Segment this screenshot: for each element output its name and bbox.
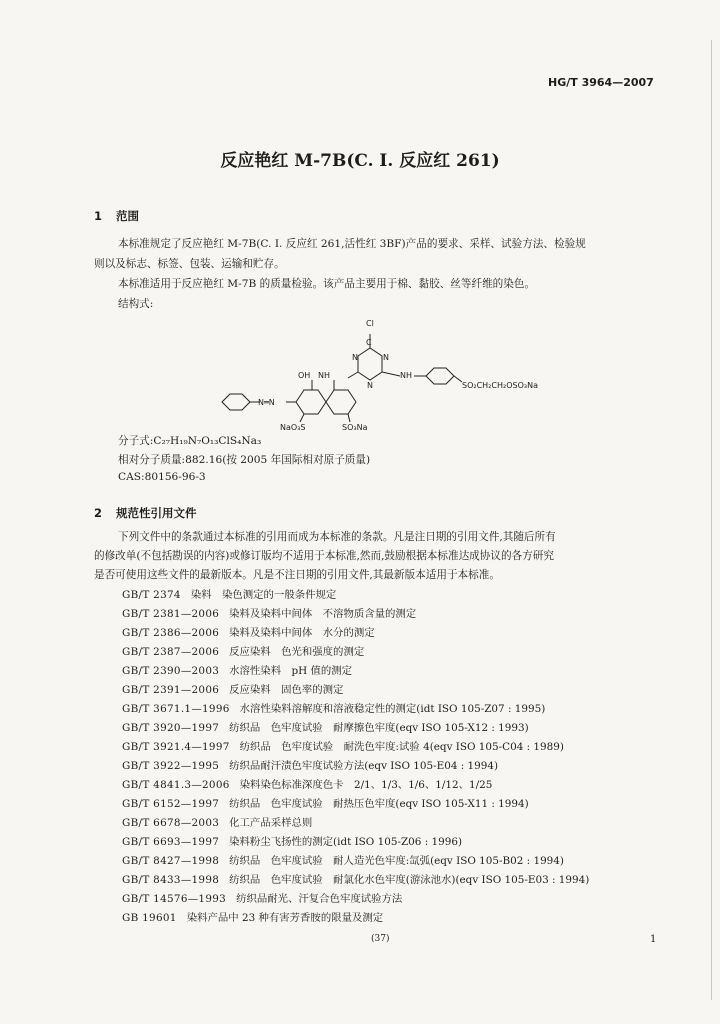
reference-title: 染料及染料中间体 水分的测定 [229,627,375,639]
list-item [122,643,589,662]
mass-value: 882.16(按 2005 年国际相对原子质量) [185,454,371,466]
reference-title: 染料染色标准深度色卡 2/1、1/3、1/6、1/12、1/25 [239,779,493,791]
naphthalene-ring-left [296,390,326,414]
section-number: 1 [94,209,103,223]
reference-title: 水溶性染料溶解度和溶液稳定性的测定(idt ISO 105-Z07 : 1995) [239,703,546,715]
list-item [122,757,589,776]
reference-title: 纺织品耐汗渍色牢度试验方法(eqv ISO 105-E04 : 1994) [229,760,499,772]
phenyl-ring [222,394,250,410]
phenyl-ring-2 [426,368,454,384]
document-title: 反应艳红 M-7B(C. I. 反应红 261) [220,151,500,171]
reference-title: 反应染料 固色率的测定 [229,684,344,696]
reference-title: 染料及染料中间体 不溶物质含量的测定 [229,608,417,620]
triazine-ring [358,348,382,380]
reference-code: GB/T 8433—1998 [122,874,220,886]
reference-title: 纺织品 色牢度试验 耐摩擦色牢度(eqv ISO 105-X12 : 1993) [229,722,529,734]
reference-code: GB/T 2386—2006 [122,627,220,639]
reference-code: GB/T 3922—1995 [122,760,220,772]
list-item [122,719,589,738]
reference-title: 纺织品耐光、汗复合色牢度试验方法 [236,893,403,905]
reference-title: 染料粉尘飞扬性的测定(idt ISO 105-Z06 : 1996) [229,836,463,848]
triazine-n-3: N [367,381,373,390]
section-number: 2 [94,506,103,520]
reference-title: 染料 染色测定的一般条件规定 [190,589,337,601]
triazine-n-1: N [352,353,358,362]
reference-code: GB/T 3671.1—1996 [122,703,230,715]
scope-paragraph-line-1: 本标准规定了反应艳红 M-7B(C. I. 反应红 261,活性红 3BF)产品的要求、采样、试验方法、检验规 [118,238,586,250]
formula-value: C₂₇H₁₉N₇O₁₃ClS₄Na₃ [153,435,262,447]
list-item [122,662,589,681]
scope-paragraph-2: 本标准适用于反应艳红 M-7B 的质量检验。该产品主要用于棉、黏胶、丝等纤维的染色。 [118,278,536,290]
list-item [122,586,589,605]
sulfonate-right: SO₃Na [342,423,368,432]
list-item [122,871,589,890]
references-intro-line-3: 是否可使用这些文件的最新版本。凡是不注日期的引用文件,其最新版本适用于本标准。 [94,569,500,581]
list-item [122,814,589,833]
standard-number: HG/T 3964—2007 [548,76,654,89]
formula-label: 分子式: [118,435,154,447]
reference-code: GB/T 8427—1998 [122,855,220,867]
list-item [122,795,589,814]
reference-code: GB/T 2390—2003 [122,665,220,677]
page-number: 1 [650,934,657,945]
section-1-heading [94,208,139,224]
reference-title: 染料产品中 23 种有害芳香胺的限量及测定 [186,912,384,924]
list-item [122,890,589,909]
reference-code: GB/T 6152—1997 [122,798,220,810]
section-title: 范围 [116,209,139,223]
section-2-heading [94,505,197,521]
page-code: (37) [371,934,390,944]
references-intro-line-1: 下列文件中的条款通过本标准的引用而成为本标准的条款。凡是注日期的引用文件,其随后所有 [118,531,556,543]
structural-formula [200,312,560,432]
amine-link-left: NH [318,371,330,380]
reference-code: GB/T 3920—1997 [122,722,220,734]
reference-title: 化工产品采样总则 [229,817,313,829]
sulfonate-left: NaO₃S [280,423,306,432]
mass-label: 相对分子质量: [118,454,186,466]
reference-title: 纺织品 色牢度试验 耐热压色牢度(eqv ISO 105-X11 : 1994) [229,798,529,810]
reference-code: GB 19601 [122,912,177,924]
list-item [122,776,589,795]
reference-title: 反应染料 色光和强度的测定 [229,646,365,658]
list-item [122,605,589,624]
reference-title: 水溶性染料 pH 值的测定 [229,665,353,677]
reference-code: GB/T 2387—2006 [122,646,220,658]
triazine-n-2: N [383,353,389,362]
reference-title: 纺织品 色牢度试验 耐氯化水色牢度(游泳池水)(eqv ISO 105-E03 : 1994) [229,874,590,886]
list-item [122,681,589,700]
chlorine-atom: Cl [366,319,374,328]
references-intro-line-2: 的修改单(不包括勘误的内容)或修订版均不适用于本标准,然而,鼓励根据本标准达成协议的各方研究 [94,550,554,562]
cas-value: 80156-96-3 [144,471,206,483]
molecular-mass [118,452,370,467]
vinylsulfone-chain: SO₂CH₂CH₂OSO₃Na [462,381,538,390]
page-edge-line [711,40,712,1000]
reference-code: GB/T 3921.4—1997 [122,741,230,753]
naphthalene-ring-right [326,390,356,414]
reference-title: 纺织品 色牢度试验 耐洗色牢度:试验 4(eqv ISO 105-C04 : 1989) [239,741,564,753]
scope-paragraph-line-2: 则以及标志、标签、包装、运输和贮存。 [94,258,285,270]
list-item [122,909,589,928]
triazine-c-top: C [366,338,372,347]
reference-code: GB/T 2391—2006 [122,684,220,696]
list-item [122,833,589,852]
normative-references-list [122,586,589,928]
amine-link-right: NH [400,371,412,380]
reference-code: GB/T 6678—2003 [122,817,220,829]
reference-title: 纺织品 色牢度试验 耐人造光色牢度:氙弧(eqv ISO 105-B02 : 1994) [229,855,564,867]
list-item [122,624,589,643]
list-item [122,738,589,757]
reference-code: GB/T 14576—1993 [122,893,227,905]
section-title: 规范性引用文件 [116,506,197,520]
cas-label: CAS: [118,471,145,483]
reference-code: GB/T 2374 [122,589,181,601]
structure-label: 结构式: [118,298,154,310]
reference-code: GB/T 4841.3—2006 [122,779,230,791]
molecular-formula [118,433,261,448]
cas-number [118,471,206,483]
reference-code: GB/T 6693—1997 [122,836,220,848]
reference-code: GB/T 2381—2006 [122,608,220,620]
list-item [122,700,589,719]
hydroxyl-group: OH [298,371,311,380]
list-item [122,852,589,871]
azo-group: N═N [258,398,275,407]
